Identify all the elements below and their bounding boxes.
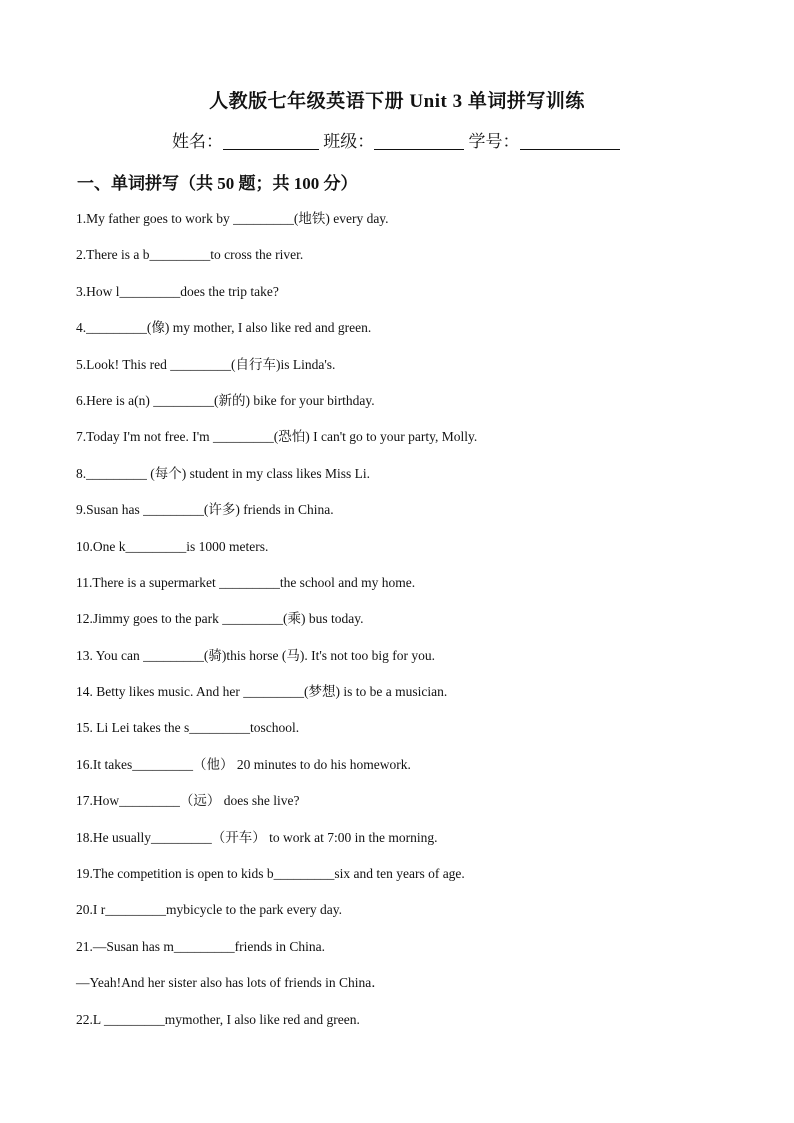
question-item: 15. Li Lei takes the s_________toschool. <box>76 720 300 736</box>
question-item: 7.Today I'm not free. I'm _________(恐怕) I can't go to your party, Molly. <box>76 429 478 445</box>
question-item: 18.He usually_________（开车） to work at 7:00 in the morning. <box>76 829 438 845</box>
question-item-reply: —Yeah!And her sister also has lots of friends in China． <box>76 975 385 991</box>
question-item: 22.L _________mymother, I also like red and green. <box>76 1011 360 1027</box>
question-item: 4._________(像) my mother, I also like red and green. <box>76 320 372 336</box>
question-item: 3.How l_________does the trip take? <box>76 283 279 299</box>
question-item: 11.There is a supermarket _________the school and my home. <box>76 574 416 590</box>
question-item: 17.How_________（远） does she live? <box>76 793 300 809</box>
student-info-row <box>172 127 620 152</box>
question-item: 6.Here is a(n) _________(新的) bike for your birthday. <box>76 392 375 408</box>
question-item: 19.The competition is open to kids b_________six and ten years of age. <box>76 866 465 882</box>
question-item: 1.My father goes to work by _________(地铁) every day. <box>76 211 389 226</box>
question-item: 12.Jimmy goes to the park _________(乘) bus today. <box>76 611 364 627</box>
student-id-blank[interactable] <box>520 131 620 150</box>
question-item: 10.One k_________is 1000 meters. <box>76 538 269 554</box>
page-title: 人教版七年级英语下册 Unit 3 单词拼写训练 <box>209 91 585 112</box>
question-item: 2.There is a b_________to cross the river. <box>76 247 304 263</box>
question-list <box>76 208 736 1045</box>
question-item: 5.Look! This red _________(自行车)is Linda's. <box>76 356 336 372</box>
name-blank[interactable] <box>223 131 319 150</box>
question-item: 16.It takes_________（他） 20 minutes to do his homework. <box>76 756 411 772</box>
section-heading: 一、单词拼写（共 50 题；共 100 分） <box>77 174 358 193</box>
class-label: 班级： <box>323 132 375 151</box>
question-item: 9.Susan has _________(许多) friends in China. <box>76 502 334 518</box>
question-item: 21.—Susan has m_________friends in China. <box>76 938 325 954</box>
question-item: 8._________ (每个) student in my class likes Miss Li. <box>76 465 370 481</box>
question-item: 14. Betty likes music. And her _________(梦想) is to be a musician. <box>76 684 448 700</box>
class-blank[interactable] <box>374 131 464 150</box>
question-item: 13. You can _________(骑)this horse (马). It's not too big for you. <box>76 647 436 663</box>
student-id-label: 学号： <box>468 132 520 151</box>
question-item: 20.I r_________mybicycle to the park every day. <box>76 902 343 918</box>
name-label: 姓名： <box>172 132 223 151</box>
